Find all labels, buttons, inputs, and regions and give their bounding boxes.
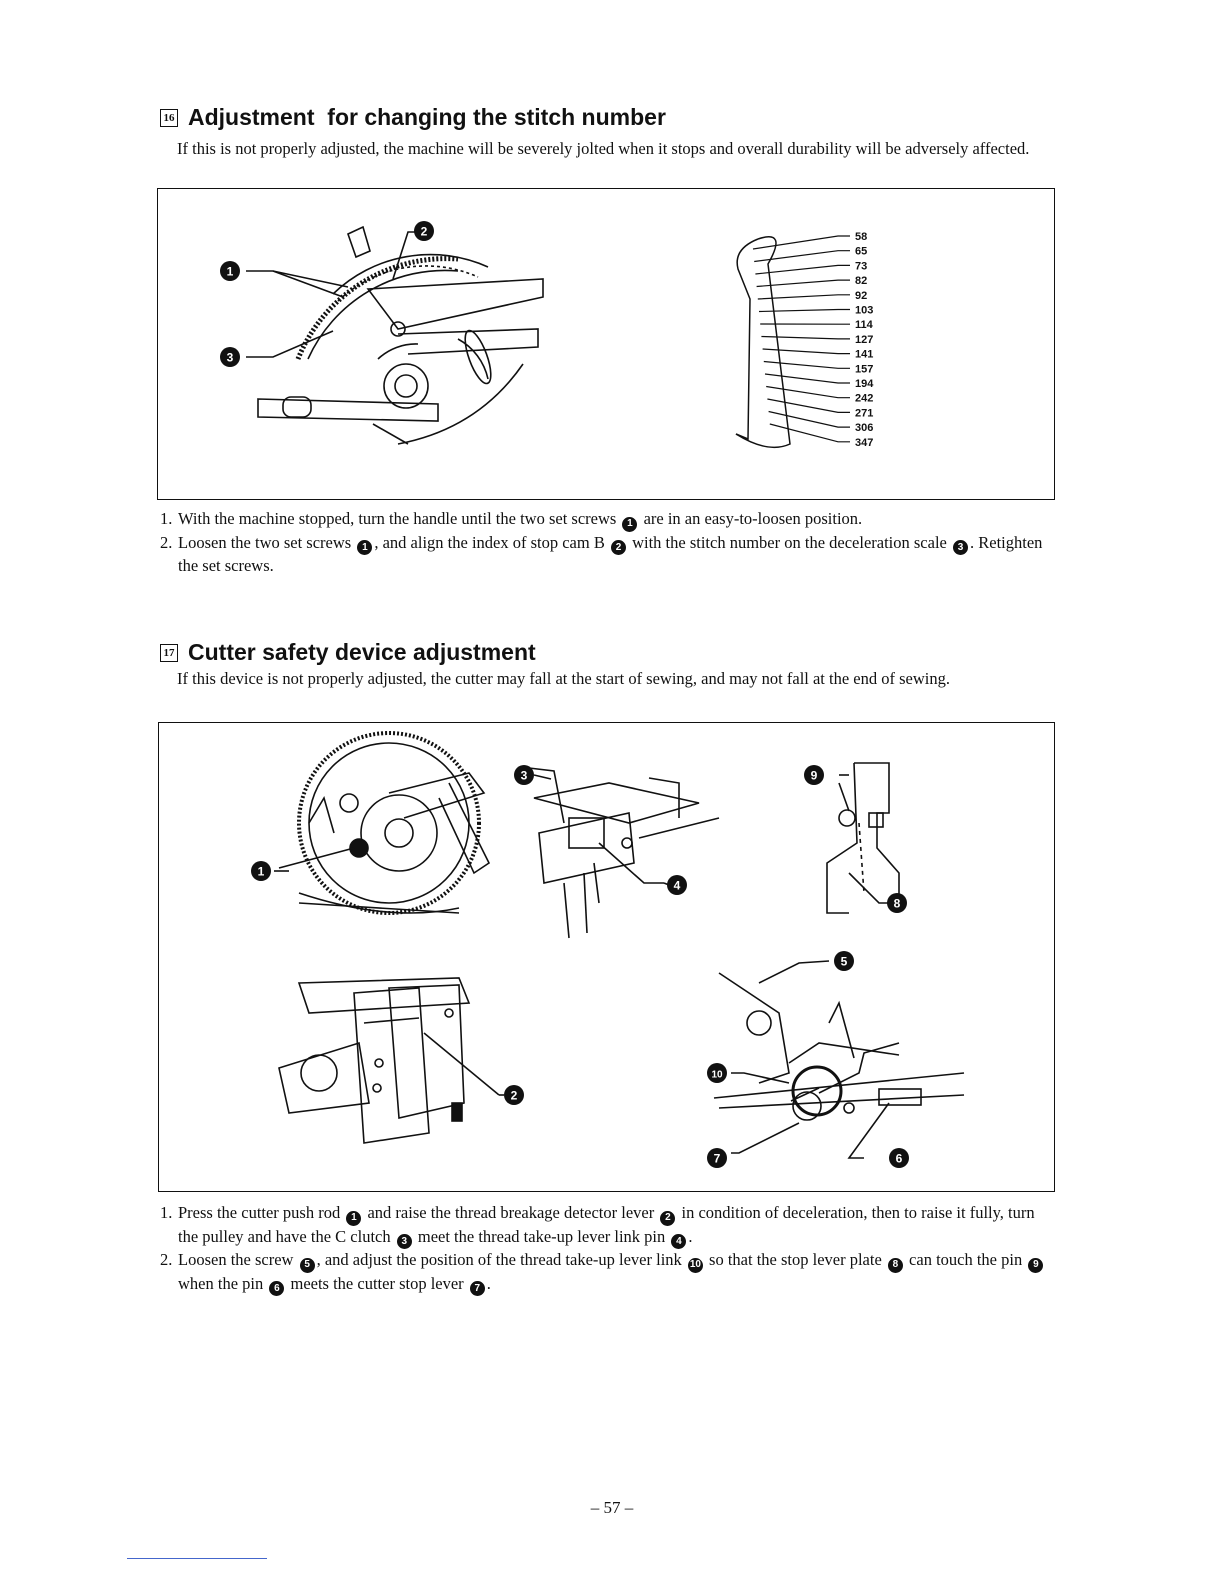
callout-1: 1 [226, 264, 234, 279]
callout-badge: 9 [1028, 1258, 1043, 1273]
callout-badge: 1 [357, 540, 372, 555]
section-16-number: 16 [160, 109, 178, 127]
callout-6: 6 [895, 1151, 903, 1166]
section-17-title [160, 639, 536, 666]
callout-badge: 1 [622, 517, 637, 532]
page-number: – 57 – [590, 1498, 634, 1517]
step-text-fragment: Loosen the screw [178, 1250, 298, 1269]
scale-label: 194 [855, 378, 874, 390]
step-text-fragment: meets the cutter stop lever [286, 1273, 468, 1293]
scale-leader-line [753, 236, 850, 249]
section-17-title-text: Cutter safety device adjustment [188, 639, 536, 665]
callout-10: 10 [711, 1069, 723, 1081]
step-item [160, 508, 1050, 532]
callout-3: 3 [520, 768, 528, 783]
scale-leader-line [761, 337, 850, 339]
callout-badge: 3 [397, 1234, 412, 1249]
step-item [160, 1249, 1050, 1296]
section-16-figure [157, 188, 1055, 500]
step-number: 2. [160, 1250, 173, 1269]
callout-badge: 6 [269, 1281, 284, 1296]
callout-badge: 7 [470, 1281, 485, 1296]
scale-label: 65 [855, 245, 868, 258]
scale-leader-line [754, 251, 850, 262]
scale-leader-line [766, 387, 850, 398]
step-text-fragment: are in an easy-to-loosen position. [639, 509, 863, 528]
scale-label: 103 [855, 304, 874, 317]
callout-8: 8 [893, 896, 901, 911]
step-text-fragment: . [688, 1226, 693, 1246]
callout-5: 5 [840, 954, 848, 969]
scale-leader-line [759, 310, 850, 312]
callout-badge: 10 [688, 1258, 703, 1273]
callout-badge: 1 [346, 1211, 361, 1226]
step-text-fragment: Loosen the two set screws [178, 532, 356, 552]
scale-label: 58 [855, 231, 868, 243]
scale-label: 82 [855, 275, 868, 288]
callout-2: 2 [420, 224, 428, 239]
callout-1: 1 [257, 864, 265, 879]
step-text [178, 532, 1050, 578]
callout-7: 7 [713, 1151, 721, 1166]
callout-9: 9 [810, 768, 818, 783]
step-text [178, 508, 1050, 532]
cutter-safety-illustration [159, 723, 1056, 1193]
step-text-fragment: , and align the index of stop cam B [374, 532, 609, 552]
scale-leader-line [767, 399, 850, 412]
step-text-fragment: . [486, 1273, 491, 1293]
step-text [178, 1249, 1050, 1296]
stitch-number-illustration [158, 189, 1056, 501]
footer-rule [127, 1558, 267, 1559]
scale-label: 73 [855, 260, 868, 273]
scale-leader-line [763, 349, 850, 354]
scale-leader-line [765, 374, 850, 383]
callout-3: 3 [226, 350, 234, 365]
scale-label: 92 [855, 289, 868, 302]
step-text-fragment: Press the cutter push rod [178, 1203, 345, 1222]
step-text-fragment: in condition of deceleration, then to raise it fully, turn the pulley and have the C clutch [178, 1203, 1035, 1246]
callout-2: 2 [510, 1088, 518, 1103]
deceleration-scale [736, 237, 790, 448]
step-text-fragment: when the pin [178, 1273, 268, 1293]
scale-label: 242 [855, 392, 874, 405]
section-16-intro: If this is not properly adjusted, the machine will be severely jolted when it stops and overall durability will be adversely affected. [177, 139, 1030, 158]
step-text-fragment: with the stitch number on the deceleration scale [627, 532, 951, 552]
step-text-fragment: so that the stop lever plate [704, 1250, 886, 1269]
scale-label: 306 [855, 422, 874, 435]
step-item [160, 532, 1050, 578]
section-17-number: 17 [160, 644, 178, 662]
scale-leader-line [769, 412, 850, 428]
step-text-fragment: and raise the thread breakage detector lever [363, 1203, 659, 1222]
callout-badge: 8 [888, 1258, 903, 1273]
step-text-fragment: can touch the pin [904, 1250, 1027, 1269]
section-16-title [160, 104, 666, 131]
scale-label: 141 [855, 348, 874, 361]
step-number: 1. [160, 509, 173, 528]
scale-label: 127 [855, 333, 874, 346]
step-text-fragment: , and adjust the position of the thread take-up lever link [316, 1250, 686, 1269]
section-17-figure [158, 722, 1055, 1192]
step-text-fragment: . Retighten the set screws. [178, 532, 1043, 575]
section-16-title-text: Adjustment for changing the stitch number [188, 104, 666, 130]
callout-badge: 4 [671, 1234, 686, 1249]
step-number: 1. [160, 1203, 173, 1222]
scale-label: 271 [855, 407, 874, 420]
callout-badge: 2 [611, 540, 626, 555]
step-item [160, 1202, 1050, 1249]
scale-label: 347 [855, 436, 874, 449]
section-17-steps [160, 1202, 1050, 1296]
scale-leader-line [755, 265, 850, 274]
scale-leader-line [764, 362, 850, 369]
step-text [178, 1202, 1050, 1249]
step-number: 2. [160, 532, 173, 552]
scale-label: 157 [855, 363, 874, 376]
callout-badge: 2 [660, 1211, 675, 1226]
callout-4: 4 [673, 878, 681, 893]
callout-badge: 5 [300, 1258, 315, 1273]
callout-badge: 3 [953, 540, 968, 555]
section-17-intro: If this device is not properly adjusted, the cutter may fall at the start of sewing, and may not fall at the end of sewing. [177, 669, 950, 688]
step-text-fragment: With the machine stopped, turn the handle until the two set screws [178, 509, 621, 528]
scale-label: 114 [855, 319, 873, 332]
step-text-fragment: meet the thread take-up lever link pin [413, 1226, 670, 1246]
section-16-steps [160, 508, 1050, 577]
